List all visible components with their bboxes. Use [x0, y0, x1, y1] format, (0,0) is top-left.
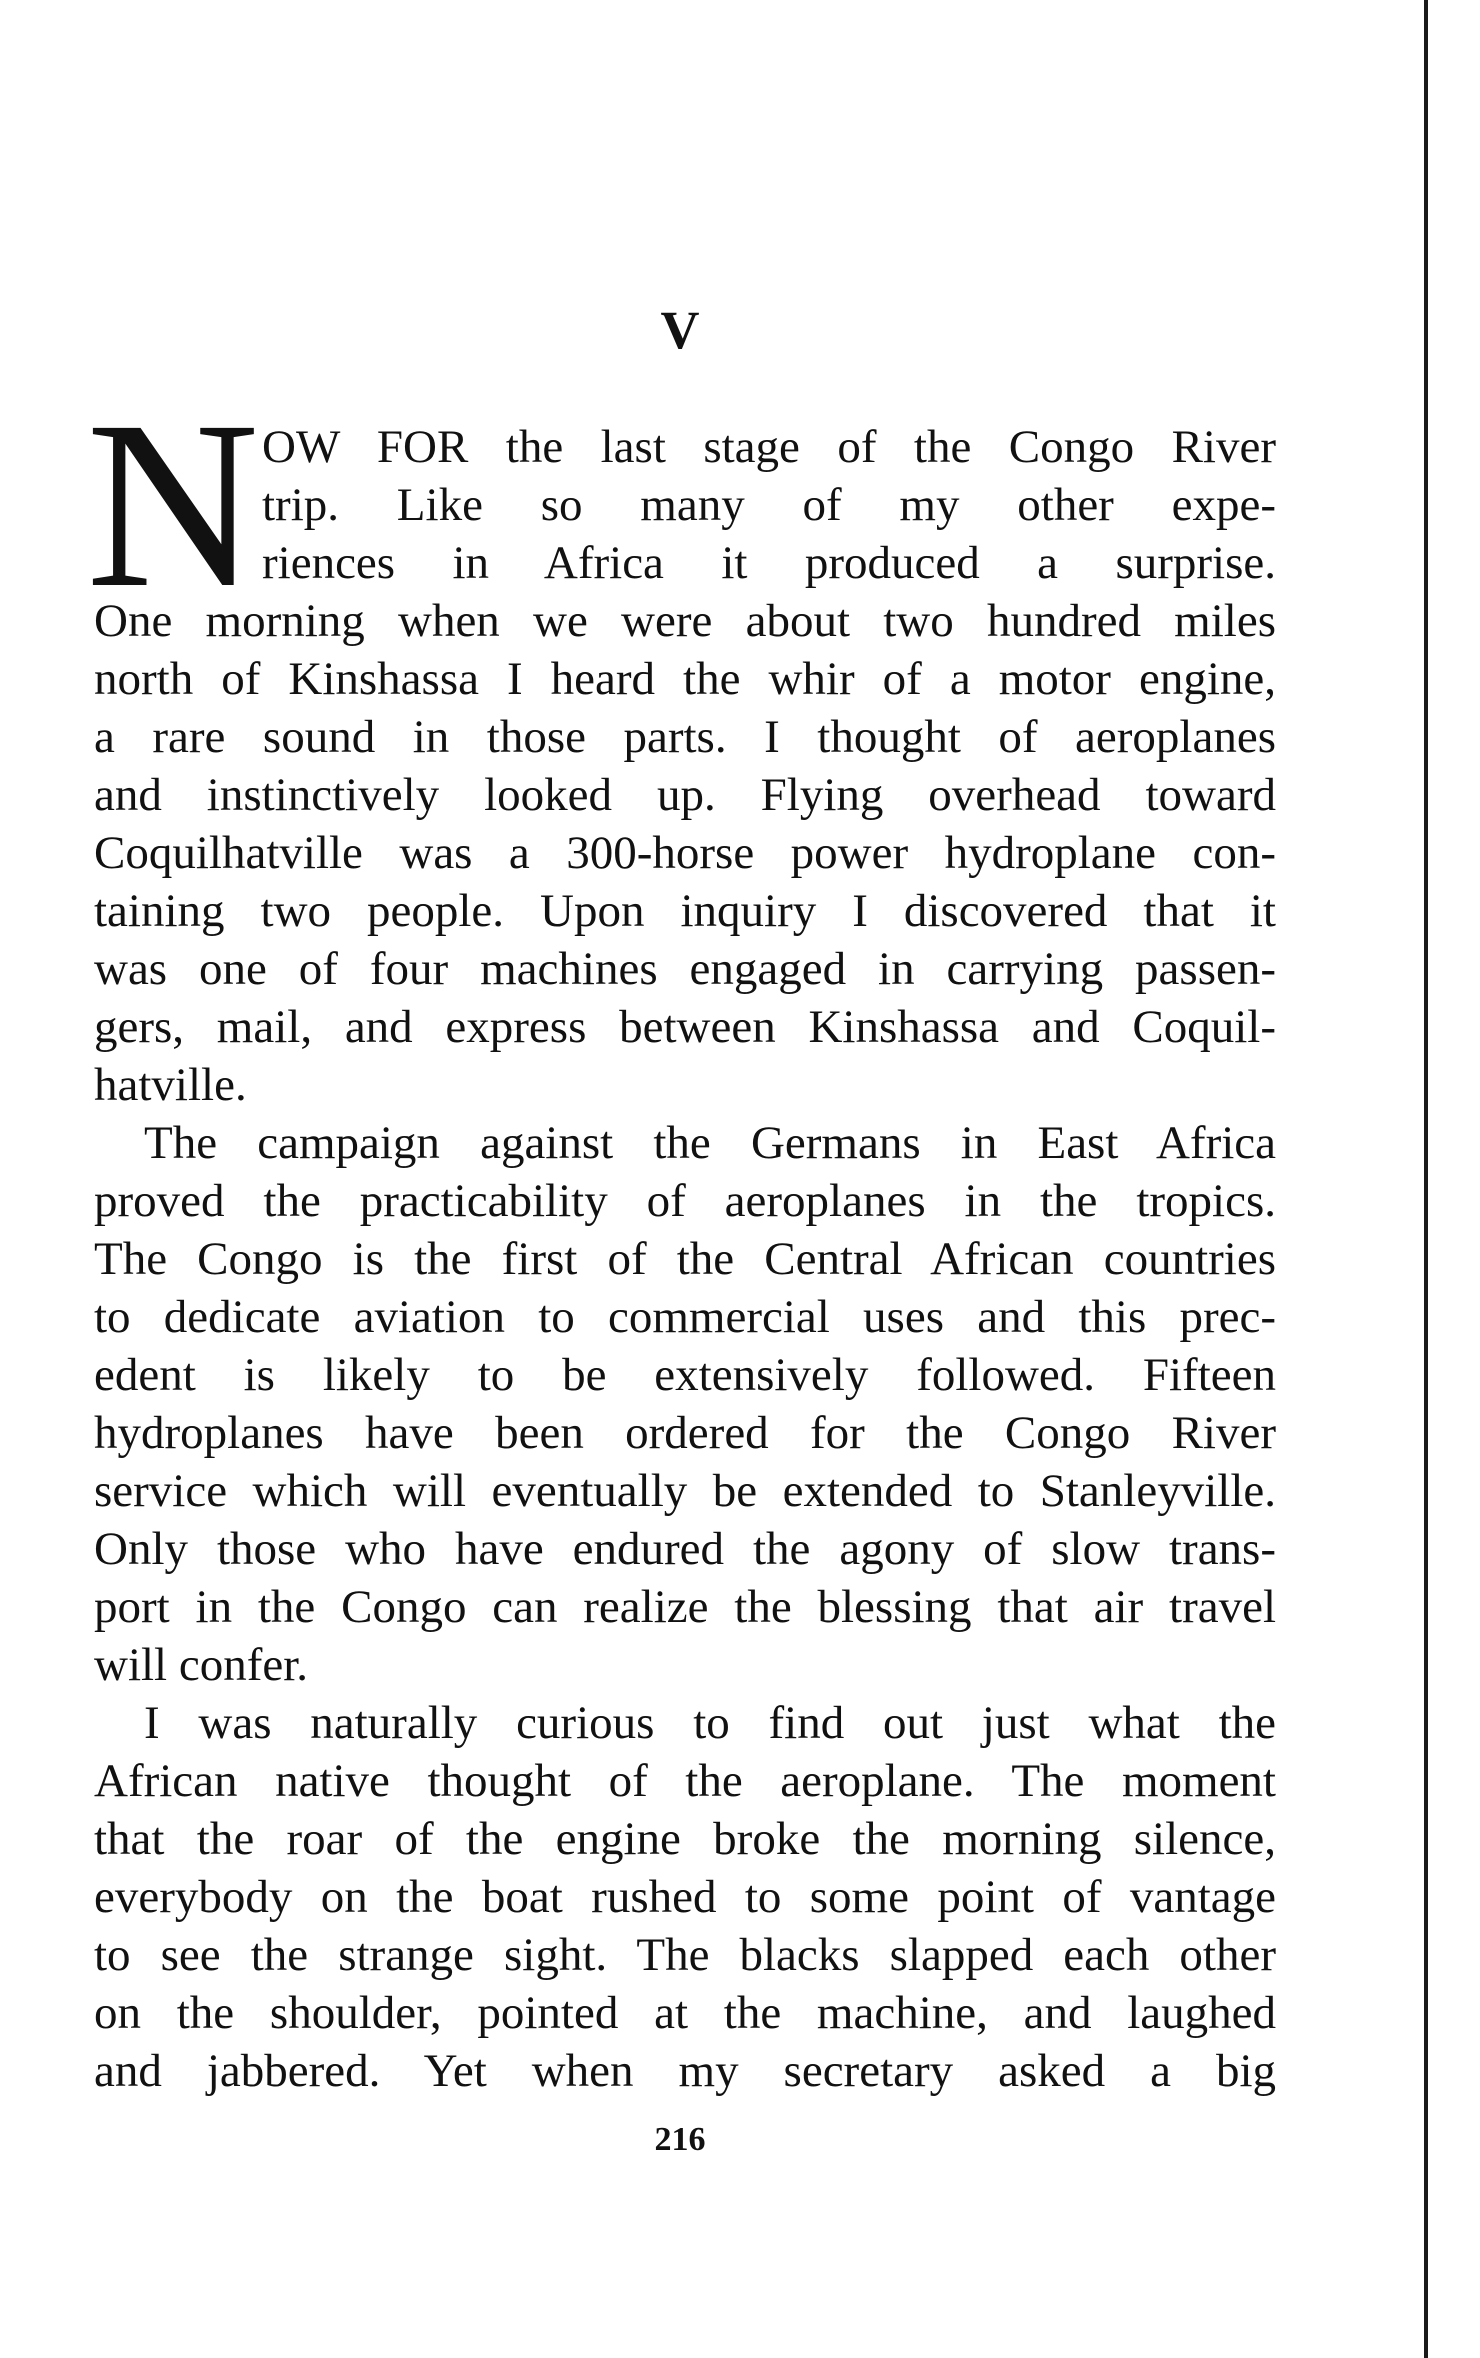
- text-line: everybody on the boat rushed to some point of vantage: [94, 1871, 1276, 1923]
- text-line: and jabbered. Yet when my secretary asked a big: [94, 2045, 1276, 2097]
- page-number: 216: [654, 2121, 706, 2158]
- text-line: service which will eventually be extended to Stanleyville.: [94, 1465, 1276, 1517]
- text-line: and instinctively looked up. Flying overhead toward: [94, 769, 1276, 821]
- text-line: The Congo is the first of the Central African countries: [94, 1233, 1276, 1285]
- paragraph-3: [94, 1694, 1276, 2100]
- text-line: to see the strange sight. The blacks slapped each other: [94, 1929, 1276, 1981]
- text-line: port in the Congo can realize the blessing that air travel: [94, 1581, 1276, 1633]
- text-line: gers, mail, and express between Kinshassa and Coquil-: [94, 1001, 1276, 1053]
- text-line: a rare sound in those parts. I thought of aeroplanes: [94, 711, 1276, 763]
- text-line: The campaign against the Germans in East Africa: [144, 1117, 1276, 1169]
- text-line: that the roar of the engine broke the morning silence,: [94, 1813, 1276, 1865]
- drop-cap: N: [86, 371, 260, 637]
- text-line: taining two people. Upon inquiry I discovered that it: [94, 885, 1276, 937]
- text-line: trip. Like so many of my other expe-: [262, 479, 1276, 531]
- text-line: edent is likely to be extensively followed. Fifteen: [94, 1349, 1276, 1401]
- text-line: to dedicate aviation to commercial uses and this prec-: [94, 1291, 1276, 1343]
- text-line: on the shoulder, pointed at the machine, and laughed: [94, 1987, 1276, 2039]
- text-line: hydroplanes have been ordered for the Congo River: [94, 1407, 1276, 1459]
- text-line: north of Kinshassa I heard the whir of a motor engine,: [94, 653, 1276, 705]
- text-line: Only those who have endured the agony of slow trans-: [94, 1523, 1276, 1575]
- text-line: OW FOR the last stage of the Congo River: [262, 421, 1276, 473]
- text-line: Coquilhatville was a 300-horse power hydroplane con-: [94, 827, 1276, 879]
- text-line: riences in Africa it produced a surprise.: [262, 537, 1276, 589]
- text-line: proved the practicability of aeroplanes in the tropics.: [94, 1175, 1276, 1227]
- text-line: African native thought of the aeroplane. The moment: [94, 1755, 1276, 1807]
- text-line: hatville.: [94, 1059, 247, 1111]
- chapter-heading: V: [660, 300, 700, 360]
- body-text: [86, 371, 1276, 2100]
- paragraph-2: [94, 1114, 1276, 1694]
- text-line: I was naturally curious to find out just what the: [144, 1697, 1276, 1749]
- page-edge-rule: [1424, 0, 1428, 2358]
- paragraph-1: [86, 371, 1276, 1114]
- text-line: will confer.: [94, 1639, 309, 1691]
- text-line: One morning when we were about two hundred miles: [94, 595, 1276, 647]
- text-line: was one of four machines engaged in carrying passen-: [94, 943, 1276, 995]
